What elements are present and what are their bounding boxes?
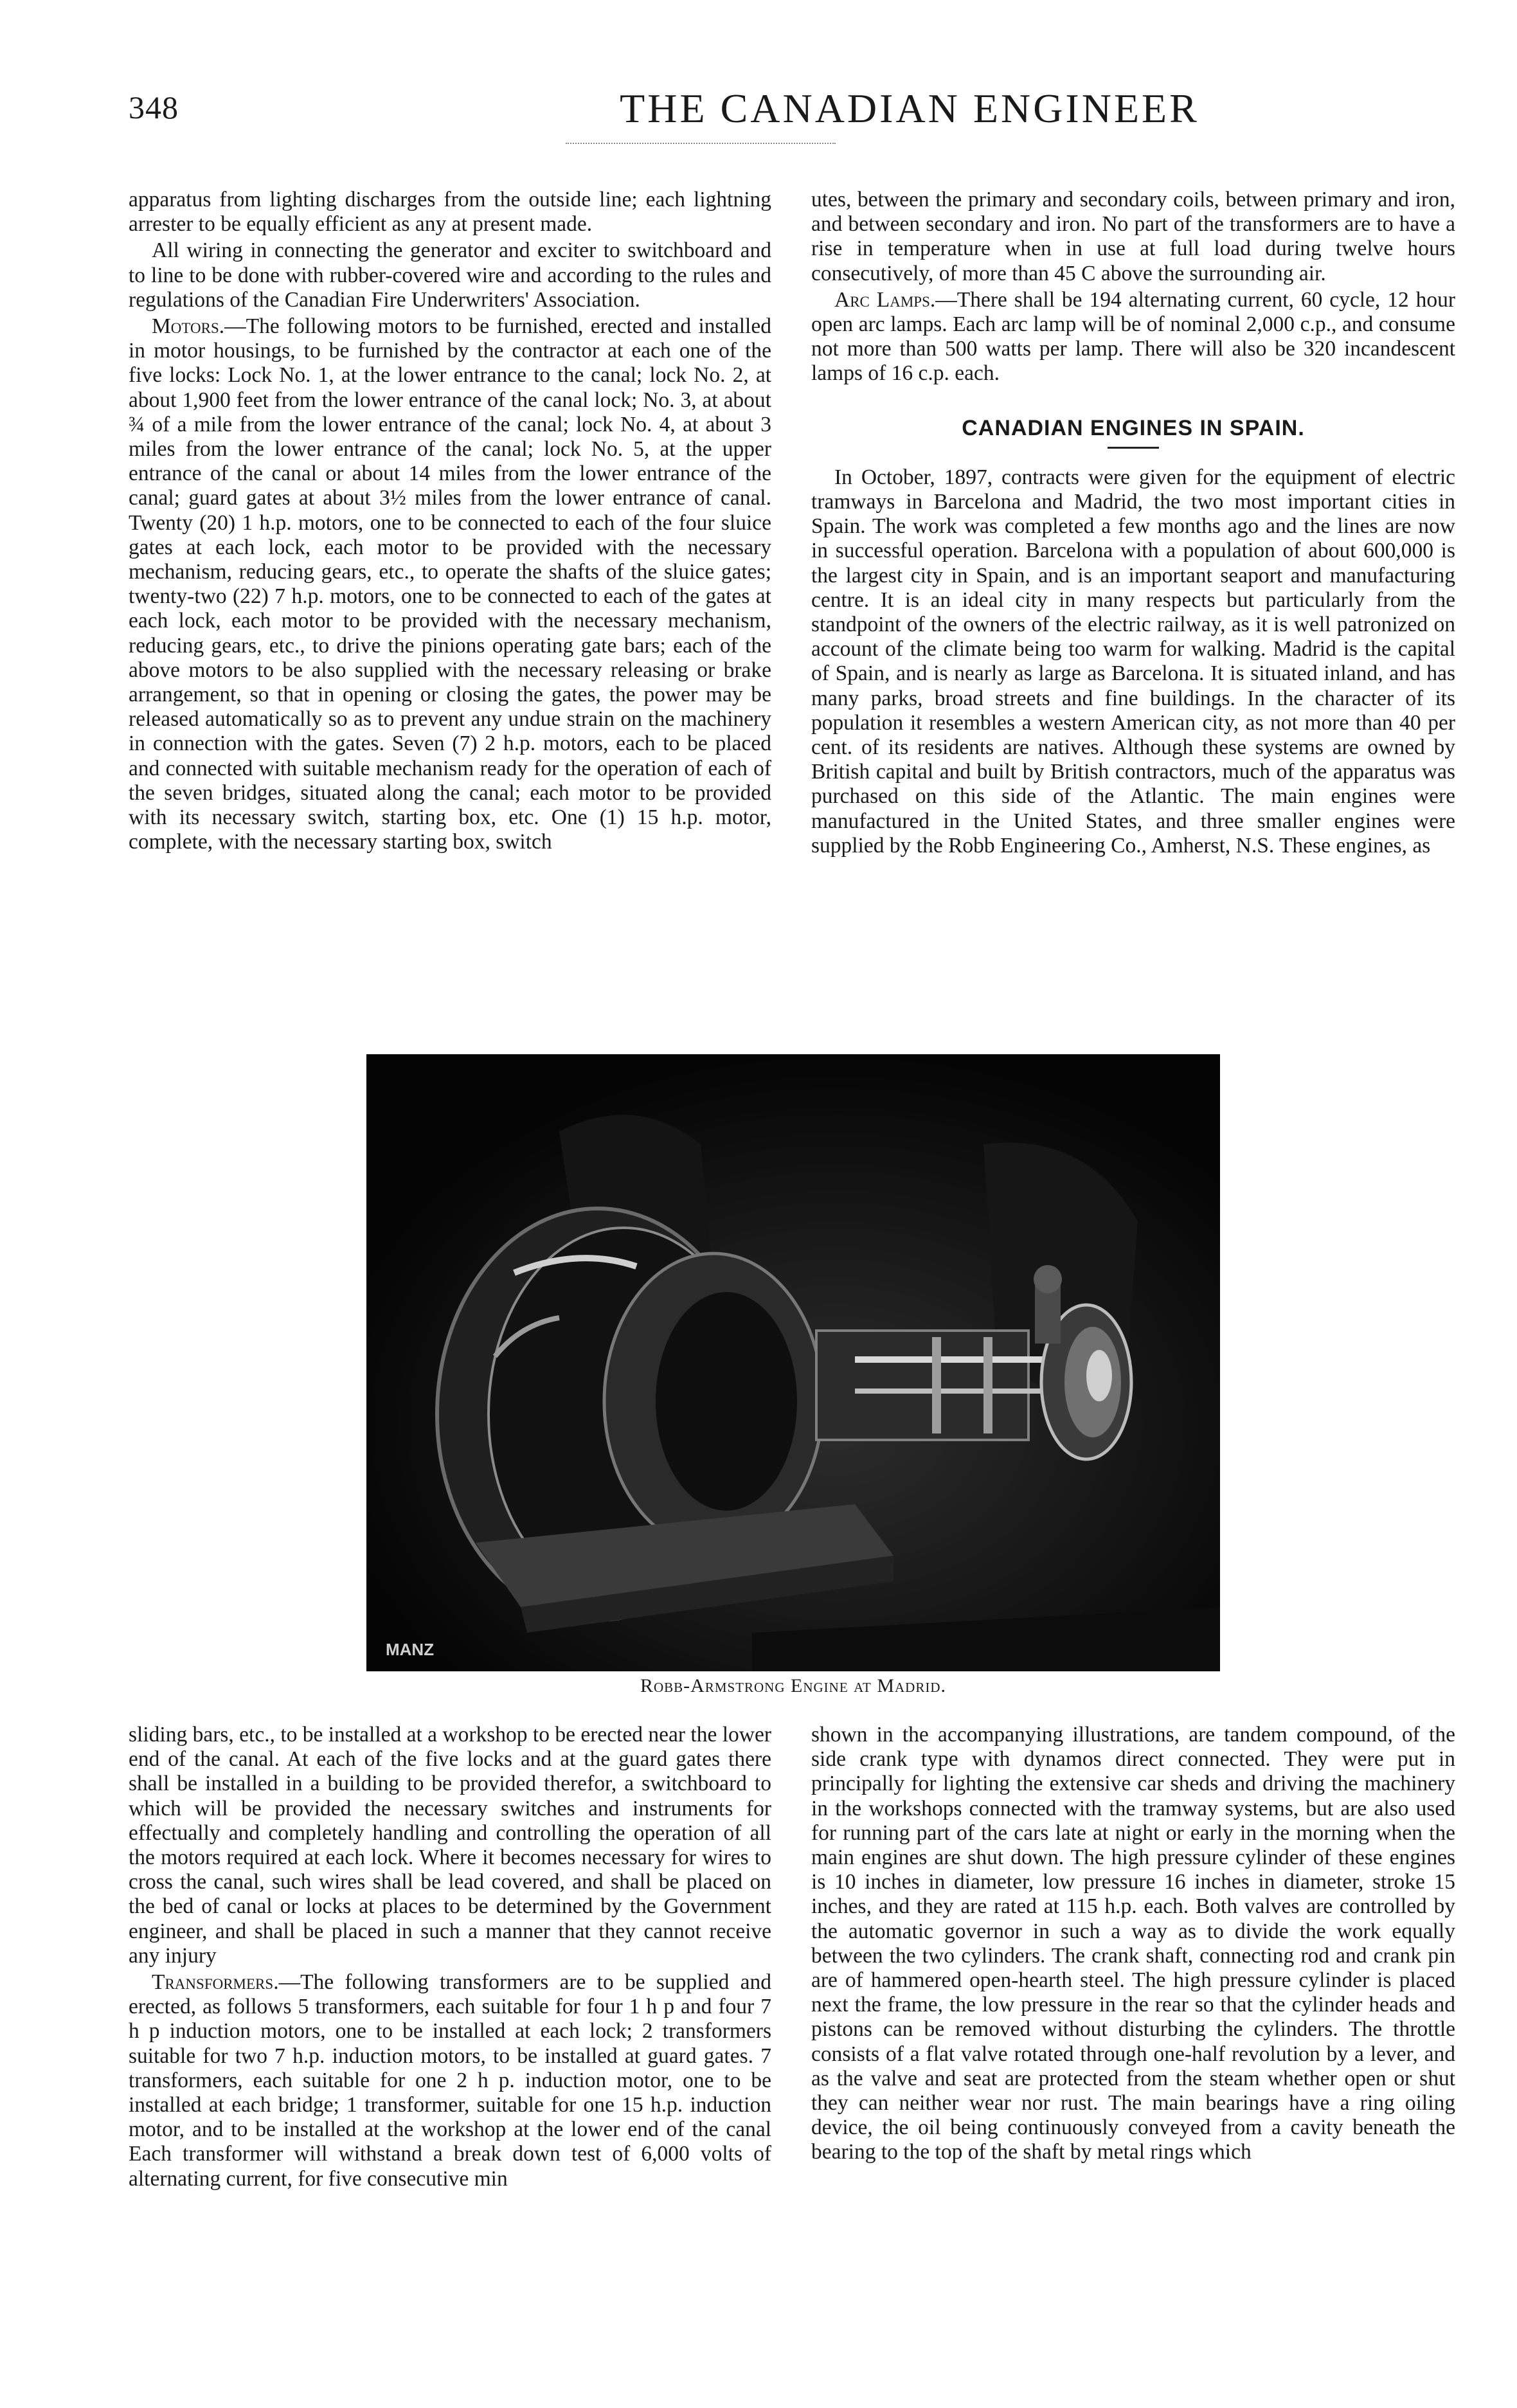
page-number: 348: [129, 89, 179, 125]
paragraph-lightning-arrester: apparatus from lighting discharges from the outside line; each lightning arrester to be equally efficient as any at present made.: [129, 188, 771, 237]
paragraph-motors: [129, 314, 771, 854]
engine-photograph: [366, 1054, 1220, 1671]
transformers-text: —The following transformers are to be supplied and erected, as follows 5 transformers, each suitable for four 1 h p and four 7 h p induction motors, one to be installed at each lock; 2 transformers suitable for two 7 h.p. induction motors, to be installed at guard gates. 7 transformers, each suitable for one 2 h p. induction motor, one to be installed at each bridge; 1 transformer, suitable for one 15 h.p. induction motor, and to be installed at the workshop at the lower end of the canal Each transformer will withstand a break down test of 6,000 volts of alternating current, for five consecutive min: [129, 1970, 771, 2191]
paragraph-transformers: [129, 1970, 771, 2191]
paragraph-wiring: All wiring in connecting the generator and exciter to switchboard and to line to be done with rubber-covered wire and according to the rules and regulations of the Canadian Fire Underwriters' Association.: [129, 238, 771, 312]
paragraph-spain-tramways: In October, 1897, contracts were given for the equipment of electric tramways in Barcelona and Madrid, the two most important cities in Spain. The work was completed a few months ago and the lines are now in successful operation. Barcelona with a population of about 600,000 is the largest city in Spain, and is an important seaport and manufacturing centre. It is an ideal city in many respects but particularly from the standpoint of the owners of the electric railway, as it is well patronized on account of the climate being too warm for walking. Madrid is the capital of Spain, and is nearly as large as Barcelona. It is situated inland, and has many parks, broad streets and fine buildings. In the character of its population it resembles a western American city, as not more than 40 per cent. of its residents are natives. Although these systems are owned by British capital and built by British contractors, much of the apparatus was purchased on this side of the Atlantic. The main engines were manufactured in the United States, and three smaller engines were supplied by the Robb Engineering Co., Amherst, N.S. These engines, as: [811, 465, 1455, 858]
section-heading: CANADIAN ENGINES IN SPAIN.: [962, 415, 1305, 440]
heading-rule: [1108, 447, 1159, 449]
header-divider: [566, 143, 836, 144]
motors-text: —The following motors to be furnished, erected and installed in motor housings, to be furnished by the contractor at each one of the five locks: Lock No. 1, at the lower entrance to the canal; lock No. 2, at about 1,900 feet from the lower entrance of the canal lock; No. 3, at about ¾ of a mile from the lower entrance of the canal; lock No. 4, at about 3 miles from the lower entrance of the canal; lock No. 5, at the upper entrance of the canal or about 14 miles from the lower entrance of the canal; guard gates at about 3½ miles from the lower entrance of canal. Twenty (20) 1 h.p. motors, one to be connected to each of the four sluice gates at each lock, each motor to be provided with the necessary mechanism, reducing gears, etc., to operate the shafts of the sluice gates; twenty-two (22) 7 h.p. motors, one to be connected to each of the gates at each lock, each motor to be provided with the necessary mechanism, reducing gears, etc., to drive the pinions operating gate bars; each of the above motors to be also supplied with the necessary releasing or brake arrangement, so that in opening or closing the gates, the power may be released automatically so as to prevent any undue strain on the machinery in connection with the gates. Seven (7) 2 h.p. motors, each to be placed and connected with suitable mechanism ready for the operation of each of the seven bridges, situated along the canal; each motor to be provided with its necessary switch, starting box, etc. One (1) 15 h.p. motor, complete, with the necessary starting box, switch: [129, 314, 771, 854]
paragraph-arc-lamps: [811, 288, 1455, 386]
journal-title: THE CANADIAN ENGINEER: [620, 85, 1199, 131]
column-top-left: [129, 188, 771, 856]
engraver-signature: MANZ: [386, 1640, 435, 1659]
column-bottom-left: [129, 1723, 771, 2193]
paragraph-transformer-test: utes, between the primary and secondary coils, between primary and iron, and between secondary and iron. No part of the transformers are to have a rise in temperature when in use at full load during twelve hours consecutively, of more than 45 C above the surrounding air.: [811, 188, 1455, 285]
column-top-right: [811, 188, 1455, 860]
motors-lead: Motors.: [152, 314, 225, 339]
figure-caption: Robb-Armstrong Engine at Madrid.: [640, 1675, 946, 1696]
column-bottom-right: [811, 1723, 1455, 2167]
paragraph-engine-description: shown in the accompanying illustrations, are tandem compound, of the side crank type with dynamos direct connected. They were put in principally for lighting the extensive car sheds and driving the machinery in the workshops connected with the tramway systems, but are also used for running part of the cars late at night or early in the morning when the main engines are shut down. The high pressure cylinder of these engines is 10 inches in diameter, low pressure 16 inches in diameter, stroke 15 inches, and they are rated at 115 h.p. each. Both valves are controlled by the automatic governor in such a way as to divide the work equally between the two cylinders. The crank shaft, connecting rod and crank pin are of hammered open-hearth steel. The high pressure cylinder is placed next the frame, the low pressure in the rear so that the cylinder heads and pistons can be removed without disturbing the cylinders. The throttle consists of a flat valve rotated through one-half revolution by a lever, and as the valve and seat are protected from the steam whether open or shut they can neither wear nor rust. The main bearings have a ring oiling device, the oil being continuously conveyed from a cavity beneath the bearing to the top of the shaft by metal rings which: [811, 1723, 1455, 2164]
arc-lamps-text: —There shall be 194 alternating current, 60 cycle, 12 hour open arc lamps. Each arc lamp will be of nominal 2,000 c.p., and consume not more than 500 watts per lamp. There will also be 320 incandescent lamps of 16 c.p. each.: [811, 287, 1456, 386]
engine-illustration: [366, 1054, 1220, 1671]
arc-lamps-lead: Arc Lamps.: [834, 287, 936, 312]
transformers-lead: Transformers.: [152, 1970, 279, 1995]
paragraph-workshop: sliding bars, etc., to be installed at a workshop to be erected near the lower end of the canal. At each of the five locks and at the guard gates there shall be installed in a building to be provided therefor, a switchboard to which will be provided the necessary switches and instruments for effectually and completely handling and controlling the operation of all the motors required at each lock. Where it becomes necessary for wires to cross the canal, such wires shall be lead covered, and shall be placed on the bed of canal or locks at places to be determined by the Government engineer, and shall be placed in such a manner that they cannot receive any injury: [129, 1723, 772, 1968]
